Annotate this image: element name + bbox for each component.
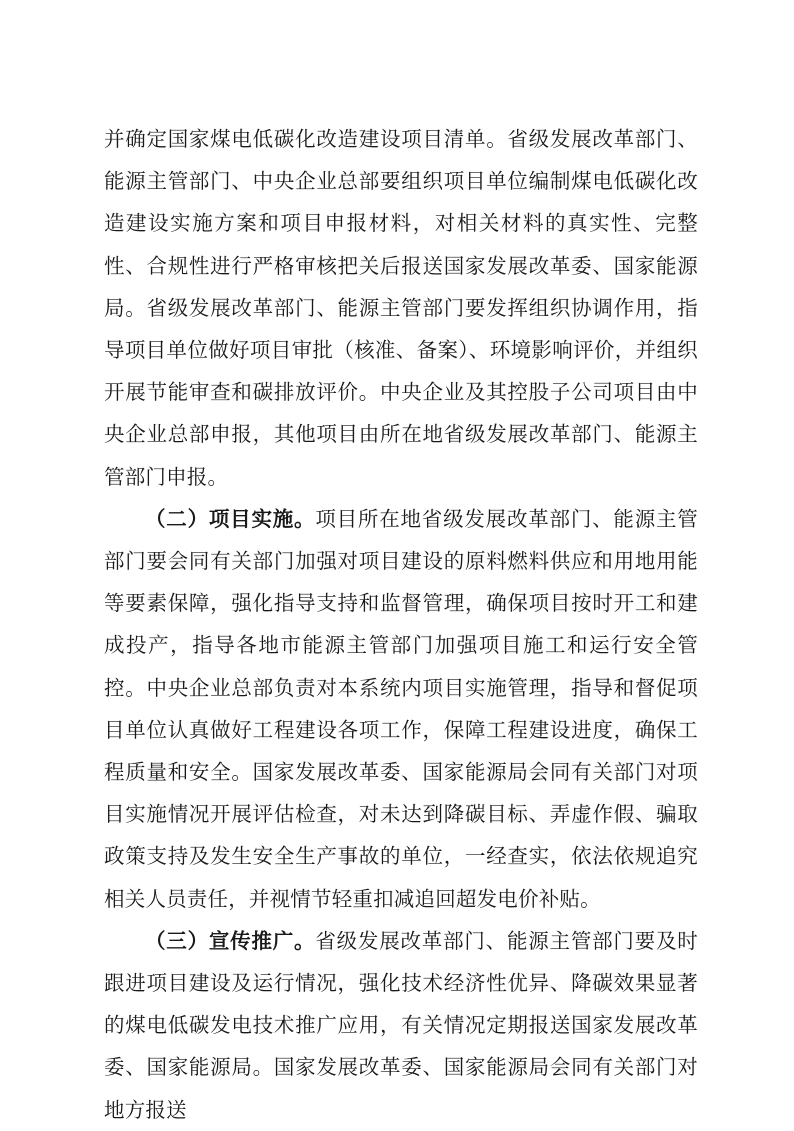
- paragraph-project-implementation: [104, 498, 698, 920]
- paragraph-text: 省级发展改革部门、能源主管部门要及时跟进项目建设及运行情况，强化技术经济性优异、降碳效果显著的煤电低碳发电技术推广应用，有关情况定期报送国家发展改革委、国家能源局。国家发展改革委、国家能源局会同有关部门对地方报送: [104, 928, 698, 1122]
- paragraph-heading-label: （三）宣传推广。: [145, 928, 316, 953]
- paragraph-text: 并确定国家煤电低碳化改造建设项目清单。省级发展改革部门、能源主管部门、中央企业总部要组织项目单位编制煤电低碳化改造建设实施方案和项目申报材料，对相关材料的真实性、完整性、合规性进行严格审核把关后报送国家发展改革委、国家能源局。省级发展改革部门、能源主管部门要发挥组织协调作用，指导项目单位做好项目审批（核准、备案）、环境影响评价，并组织开展节能审查和碳排放评价。中央企业及其控股子公司项目由中央企业总部申报，其他项目由所在地省级发展改革部门、能源主管部门申报。: [104, 127, 698, 489]
- paragraph-heading-label: （二）项目实施。: [145, 506, 316, 531]
- paragraph-publicity-promotion: [104, 920, 698, 1131]
- document-body: [104, 118, 698, 1131]
- paragraph-continued: [104, 118, 698, 498]
- paragraph-text: 项目所在地省级发展改革部门、能源主管部门要会同有关部门加强对项目建设的原料燃料供应和用地用能等要素保障，强化指导支持和监督管理，确保项目按时开工和建成投产，指导各地市能源主管部门加强项目施工和运行安全管控。中央企业总部负责对本系统内项目实施管理，指导和督促项目单位认真做好工程建设各项工作，保障工程建设进度，确保工程质量和安全。国家发展改革委、国家能源局会同有关部门对项目实施情况开展评估检查，对未达到降碳目标、弄虚作假、骗取政策支持及发生安全生产事故的单位，一经查实，依法依规追究相关人员责任，并视情节轻重扣减追回超发电价补贴。: [104, 506, 698, 911]
